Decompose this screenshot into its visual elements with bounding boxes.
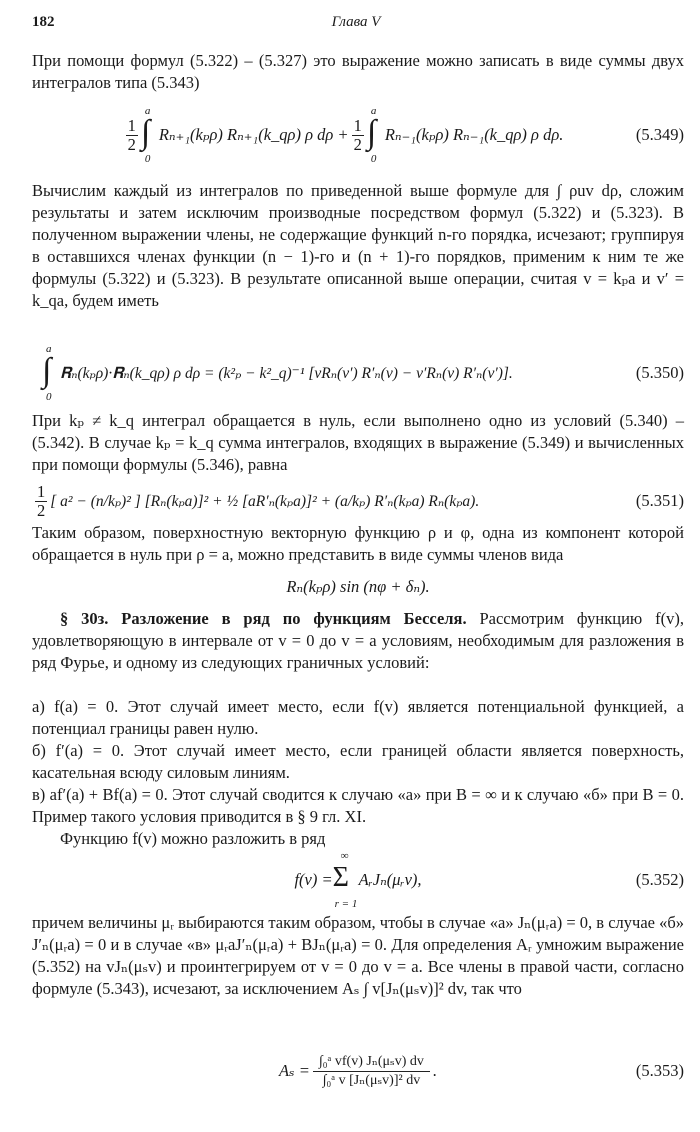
equation-body: [ a² − (n/kₚ)² ] [Rₙ(kₚa)]² + ½ [aR′ₙ(kₚa)]² + (a/kₚ) R′ₙ(kₚa) Rₙ(kₚa). bbox=[50, 492, 480, 510]
equation-number: (5.351) bbox=[635, 491, 684, 510]
equation-lhs: Aₛ = bbox=[278, 1061, 310, 1080]
paragraph-condition: При kₚ ≠ k_q интеграл обращается в нуль, если выполнено одно из условий (5.340) – (5.342). В случае kₚ = k_q сумма интегралов, входящих в выражение (5.349) и вычисленных при помощи формулы (5.346), равна bbox=[32, 411, 684, 474]
case-a: а) f(a) = 0. Этот случай имеет место, если f(v) является потенциальной функцией, а потенциал границы равен нулю. bbox=[32, 697, 684, 738]
term-expression: Rₙ(kₚρ) sin (nφ + δₙ). bbox=[286, 577, 430, 596]
equation-tail: . bbox=[432, 1061, 438, 1080]
fraction-half: $\frac{1}{2}$ bbox=[127, 115, 136, 154]
equation-number: (5.350) bbox=[635, 363, 684, 382]
case-c: в) af′(a) + Bf(a) = 0. Этот случай сводится к случаю «а» при B = ∞ и к случаю «б» при B = 0. Пример такого условия приводится в § 9 гл. XI. bbox=[32, 785, 684, 826]
section-paragraph bbox=[32, 608, 684, 674]
integrand-1: Rₙ₊₁(kₚρ) Rₙ₊₁(k_qρ) ρ dρ + bbox=[158, 125, 349, 144]
fraction-half-2: $\frac{1}{2}$ bbox=[353, 115, 362, 154]
paragraph-coefficients: причем величины μᵣ выбираются таким образом, чтобы в случае «а» Jₙ(μᵣa) = 0, в случае «б» J′ₙ(μᵣa) = 0 и в случае «в» μᵣaJ′ₙ(μᵣa) + BJₙ(μᵣa) = 0. Для определения Aᵣ умножим выражение (5.352) на vJₙ(μₛv) и проинтегрируем от v = 0 до v = a. Все члены в правой части, согласно формуле (5.343), исчезают, за исключением Aₛ ∫ v[Jₙ(μₛv)]² dv, так что bbox=[32, 913, 684, 998]
equation-number: (5.353) bbox=[635, 1061, 684, 1080]
numerator: ∫₀ᵃ vf(v) Jₙ(μₛv) dv bbox=[313, 1053, 430, 1072]
fraction-half: $\frac{1}{2}$ bbox=[37, 481, 46, 520]
integral-sign-2: a ∫ 0 bbox=[366, 105, 377, 165]
equation-lhs: f(v) = bbox=[294, 870, 333, 889]
denominator: ∫₀ᵃ v [Jₙ(μₛv)]² dv bbox=[322, 1072, 421, 1088]
equation-5-349 bbox=[32, 100, 684, 170]
section-number: § 30з. bbox=[60, 609, 109, 628]
case-b: б) f′(a) = 0. Этот случай имеет место, если границей области является поверхность, касательная всюду силовым линиям. bbox=[32, 741, 684, 782]
equation-rhs: AᵣJₙ(μᵣv), bbox=[358, 870, 422, 889]
equation-body: 𝐑ₙ(kₚρ)·𝐑ₙ(k_qρ) ρ dρ = (k²ₚ − k²_q)⁻¹ [vRₙ(v′) R′ₙ(v) − v′Rₙ(v) R′ₙ(v′)]. bbox=[60, 364, 513, 382]
fraction bbox=[313, 1053, 430, 1090]
integral-sign: a ∫ 0 bbox=[140, 105, 151, 165]
paragraph-surface: Таким образом, поверхностную векторную функцию ρ и φ, одна из компонент которой обращается в нуль при ρ = a, можно представить в виде суммы членов вида bbox=[32, 523, 684, 564]
equation-5-350 bbox=[32, 340, 684, 406]
paragraph-compute: Вычислим каждый из интегралов по приведенной выше формуле для ∫ ρuv dρ, сложим результаты и затем исключим производные посредством формул (5.322) и (5.323). В полученном выражении члены, не содержащие функций n-го порядка, исчезают; группируя в оставшихся членах функции (n − 1)-го и (n + 1)-го порядков, применим к ним те же формулы (5.322) и (5.323). В результате описанной выше операции, считая v = kₚa и v′ = k_qa, будем иметь bbox=[32, 181, 684, 310]
equation-term bbox=[32, 572, 684, 602]
equation-number: (5.352) bbox=[635, 870, 684, 889]
chapter-title: Глава V bbox=[331, 14, 381, 30]
page-number: 182 bbox=[32, 14, 55, 30]
paragraph-intro: При помощи формул (5.322) – (5.327) это выражение можно записать в виде суммы двух интегралов типа (5.343) bbox=[32, 51, 684, 92]
sum-sign: ∞ Σ r = 1 bbox=[332, 850, 358, 910]
equation-5-351 bbox=[32, 480, 684, 522]
integrand-2: Rₙ₋₁(kₚρ) Rₙ₋₁(k_qρ) ρ dρ. bbox=[384, 125, 564, 144]
equation-number: (5.349) bbox=[635, 125, 684, 144]
equation-5-352 bbox=[32, 850, 684, 910]
page-header bbox=[32, 14, 680, 36]
integral-sign: a ∫ 0 bbox=[42, 343, 52, 403]
equation-5-353 bbox=[32, 1030, 684, 1112]
paragraph-expand: Функцию f(v) можно разложить в ряд bbox=[60, 829, 326, 848]
section-title: Разложение в ряд по функциям Бесселя. bbox=[121, 609, 467, 628]
section-text: Рассмотрим функцию f(v), удовлетворяющую в интервале от v = 0 до v = a условиям, необходимым для разложения в ряд Фурье, и одному из следующих граничных условий: bbox=[32, 609, 684, 672]
